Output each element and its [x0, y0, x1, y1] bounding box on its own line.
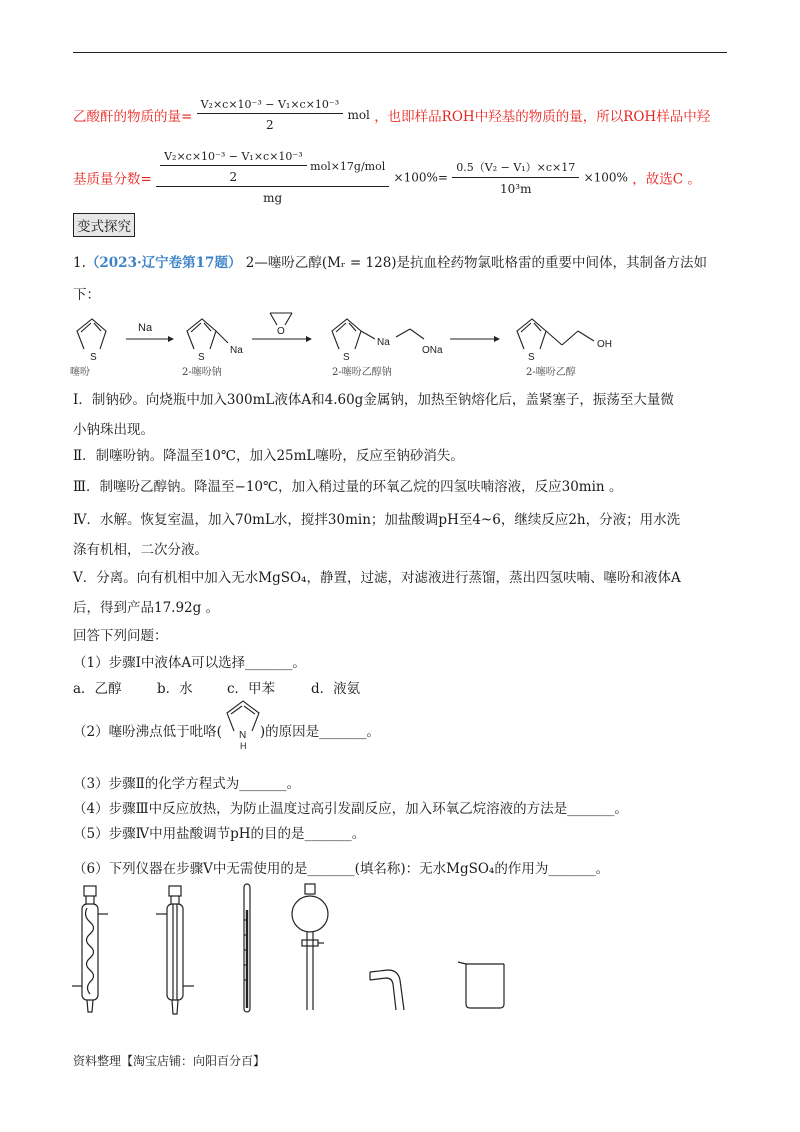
solution-line1-suffix: ，也即样品ROH中羟基的物质的量，所以ROH样品中羟: [374, 109, 711, 125]
separatory-funnel-icon: [292, 884, 328, 1010]
sub-question-4: （4）步骤Ⅲ中反应放热，为防止温度过高引发副反应，加入环氧乙烷溶液的方法是_______。: [73, 801, 628, 817]
section-label-variant: 变式探究: [73, 213, 135, 237]
step-line: Ⅱ．制噻吩钠。降温至10℃，加入25mL噻吩，反应至钠砂消失。: [73, 448, 464, 464]
sub-question-2-b: )的原因是_______。: [259, 724, 380, 740]
step-line: Ⅲ．制噻吩乙醇钠。降温至−10℃，加入稍过量的环氧乙烷的四氢呋喃溶液，反应30min 。: [73, 479, 623, 495]
reagent-na: Na: [138, 322, 153, 334]
thiophene-sodium-structure: [187, 319, 228, 349]
option-b: b．水: [157, 681, 193, 697]
inner-numerator: V₂×c×10⁻³ − V₁×c×10⁻³: [160, 150, 307, 166]
option-c: c．甲苯: [227, 681, 276, 697]
solution-fraction-3: [452, 159, 579, 196]
solution-line2-end: ×100%: [583, 170, 628, 185]
ball-condenser-icon: [72, 886, 108, 1012]
pyrrole-structure: [222, 695, 266, 751]
thiophene-ethanol-sodium-na: Na: [377, 337, 390, 348]
step-line: Ⅴ．分离。向有机相中加入无水MgSO₄，静置，过滤，对滤液进行蒸馏，蒸出四氢呋喃、噻吩和液体A: [73, 570, 681, 586]
fraction-numerator: V₂×c×10⁻³ − V₁×c×10⁻³: [197, 98, 344, 114]
adapter-icon: [370, 970, 404, 1010]
step-line: 后，得到产品17.92g 。: [73, 600, 220, 616]
fraction-denominator: 2: [266, 118, 274, 132]
pyrrole-n: N: [239, 730, 247, 741]
fraction-numerator: 0.5（V₂ − V₁）×c×17: [452, 159, 579, 178]
thiophene-ethanol-structure: [517, 319, 594, 349]
ethylene-oxide-o: O: [277, 326, 285, 337]
fraction-numerator-compound: [156, 150, 389, 187]
inner-denominator: 2: [229, 170, 238, 184]
inner-unit: mol×17g/mol: [310, 160, 386, 173]
inner-fraction: [160, 150, 307, 184]
arrow-3: [450, 336, 500, 342]
step-line: Ⅰ．制钠砂。向烧瓶中加入300mL液体A和4.60g金属钠，加热至钠熔化后，盖紧塞子，振荡至大量微: [73, 392, 674, 408]
label-thiophene-ethanol-sodium: 2-噻吩乙醇钠: [332, 367, 392, 378]
question-number: 1.: [73, 255, 86, 271]
thiophene-ethanol-oh: OH: [597, 339, 612, 350]
step-line: Ⅳ．水解。恢复室温，加入70mL水，搅拌30min；加盐酸调pH至4~6，继续反应2h，分液；用水洗: [73, 512, 681, 528]
ethylene-oxide-structure: [270, 313, 292, 325]
arrow-1: [126, 336, 174, 342]
thiophene-ethanol-sodium-ona: ONa: [422, 345, 443, 356]
thiophene-structure: [77, 317, 118, 350]
thiophene-ethanol-sodium-s: S: [343, 352, 350, 363]
sub-question-3: （3）步骤Ⅱ的化学方程式为_______。: [73, 776, 301, 792]
apparatus-row: [70, 880, 520, 1020]
question-source: （2023·辽宁卷第17题）: [85, 255, 242, 271]
fraction-denominator: mg: [263, 191, 283, 205]
top-rule: [73, 52, 727, 53]
sub-question-5: （5）步骤Ⅳ中用盐酸调节pH的目的是_______。: [73, 826, 366, 842]
step-line: 小钠珠出现。: [73, 422, 154, 438]
options-row: [73, 677, 360, 697]
label-thiophene-ethanol: 2-噻吩乙醇: [526, 367, 576, 378]
question-intro: [73, 251, 707, 271]
reaction-scheme: [70, 305, 670, 380]
question-intro-cont: 下：: [73, 287, 100, 303]
solution-line1-prefix: 乙酸酐的物质的量=: [73, 109, 193, 125]
thiophene-s: S: [90, 352, 97, 363]
thiophene-ethanol-s: S: [528, 352, 535, 363]
answer-prompt: 回答下列问题：: [73, 628, 168, 644]
label-thiophene-sodium: 2-噻吩钠: [182, 367, 222, 378]
beaker-icon: [458, 962, 504, 1008]
option-a: a．乙醇: [73, 681, 122, 697]
label-thiophene: 噻吩: [70, 367, 90, 378]
solution-line-2: [73, 150, 701, 205]
thermometer-icon: [244, 884, 250, 1012]
question-intro-text: 2—噻吩乙醇(Mᵣ = 128)是抗血栓药物氯吡格雷的重要中间体，其制备方法如: [245, 255, 708, 271]
thiophene-sodium-na: Na: [230, 345, 243, 356]
sub-question-6: （6）下列仪器在步骤Ⅴ中无需使用的是_______(填名称)：无水MgSO₄的作用为_______。: [73, 861, 610, 877]
sub-question-1: （1）步骤Ⅰ中液体A可以选择_______。: [73, 655, 306, 671]
fraction-denominator: 10³m: [500, 182, 532, 196]
thiophene-sodium-s: S: [198, 352, 205, 363]
pyrrole-h: H: [240, 741, 247, 751]
solution-line2-mid: ×100%=: [393, 170, 448, 185]
straight-condenser-icon: [156, 886, 194, 1014]
solution-fraction-2: [156, 150, 389, 205]
sub-question-2-a: （2）噻吩沸点低于吡咯(: [73, 724, 222, 740]
step-line: 涤有机相，二次分液。: [73, 542, 208, 558]
solution-fraction-1: [197, 98, 344, 132]
solution-answer: ，故选C 。: [632, 171, 701, 188]
solution-line1-unit: mol: [347, 108, 370, 122]
option-d: d．液氨: [311, 681, 361, 697]
solution-line2-prefix: 基质量分数=: [73, 171, 152, 188]
solution-line-1: [73, 98, 710, 132]
footer-source: 资料整理【淘宝店铺：向阳百分百】: [73, 1054, 266, 1068]
